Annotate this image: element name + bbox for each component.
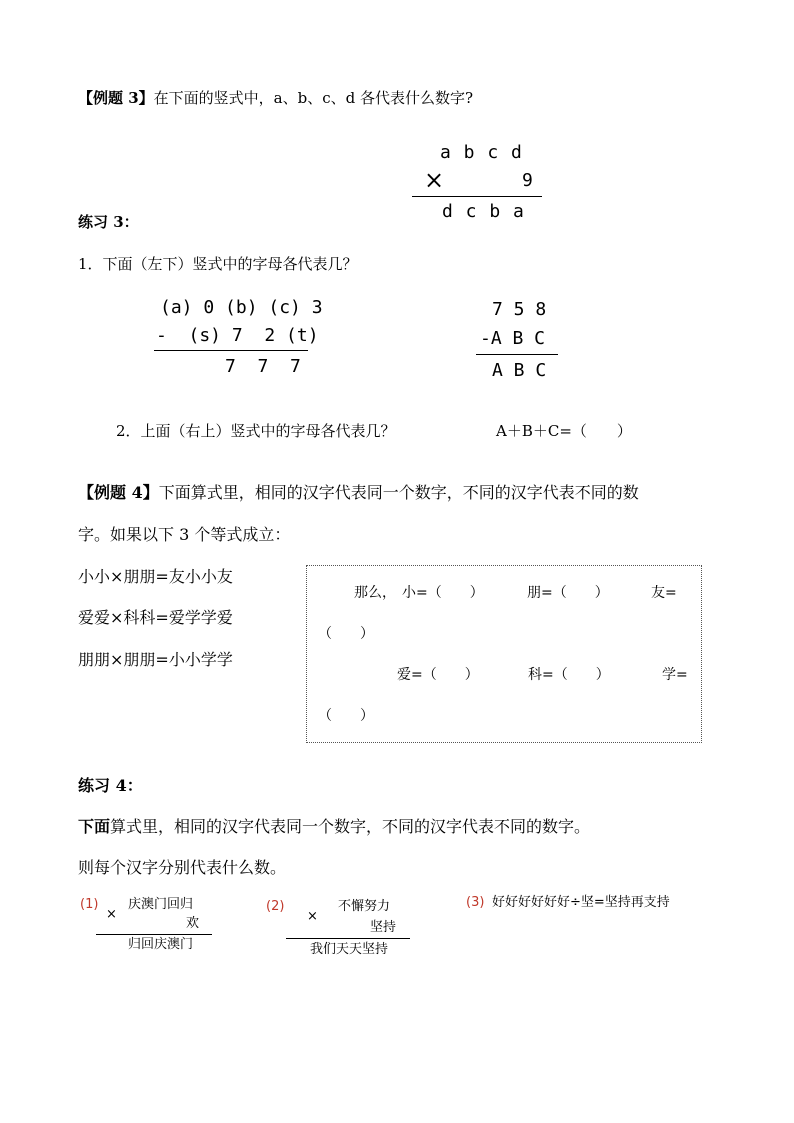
practice3-left-row2: - (s) 7 2 (t) (156, 325, 319, 346)
p1-times-sign: × (106, 907, 117, 922)
example3-row1: a b c d (440, 142, 523, 163)
practice3-right-rule (476, 354, 558, 355)
practice3-q2-sum: A＋B＋C=（ ） (496, 422, 632, 440)
practice3-heading: 练习 3： (78, 213, 139, 231)
p1-top: 庆澳门回归 (128, 897, 194, 912)
practice3-right-row1: 7 5 8 (492, 299, 547, 320)
example3-line (78, 88, 473, 108)
p2-mid: 坚持 (370, 920, 397, 935)
example4-equation-1: 小小×朋朋=友小小友 (78, 567, 233, 586)
box-you-paren: （ ） (318, 626, 374, 642)
practice3-right-result: A B C (492, 360, 547, 381)
box-xue: 学= (662, 667, 688, 683)
p2-top: 不懈努力 (338, 899, 391, 914)
practice3-left-rule (154, 350, 308, 351)
example4-intro: 下面算式里，相同的汉字代表同一个数字，不同的汉字代表不同的数 (158, 483, 639, 502)
example4-line2: 字。如果以下 3 个等式成立： (78, 525, 291, 544)
p1-number: (1) (80, 897, 99, 912)
example4-equation-2: 爱爱×科科=爱学学爱 (78, 608, 233, 627)
example3-times-sign: × (424, 166, 445, 194)
box-xiao: 小=（ ） (402, 585, 484, 601)
box-peng: 朋=（ ） (527, 585, 609, 601)
example3-rule (412, 196, 542, 197)
practice3-left-result: 7 7 7 (225, 356, 301, 377)
box-ke: 科=（ ） (528, 667, 610, 683)
box-xue-paren: （ ） (318, 708, 374, 724)
practice4-line1-bold: 下面 (78, 817, 111, 836)
example3-row2: 9 (522, 170, 533, 191)
practice4-line1-rest: 算式里，相同的汉字代表同一个数字，不同的汉字代表不同的数字。 (110, 817, 591, 836)
p3-text: 好好好好好好÷坚=坚持再支持 (492, 895, 670, 910)
practice4-line2: 则每个汉字分别代表什么数。 (78, 858, 287, 877)
practice3-left-row1: (a) 0 (b) (c) 3 (160, 297, 323, 318)
p1-result: 归回庆澳门 (128, 937, 194, 952)
p2-times-sign: × (307, 909, 318, 924)
practice3-right-row2: -A B C (480, 328, 546, 349)
box-then: 那么， (354, 585, 396, 601)
example3-heading: 【例题 3】 (78, 89, 154, 107)
p3-number: (3) (466, 895, 485, 910)
box-ai: 爱=（ ） (397, 667, 479, 683)
example4-equation-3: 朋朋×朋朋=小小学学 (78, 650, 233, 669)
practice3-q2: 2．上面（右上）竖式中的字母各代表几？ (116, 422, 396, 440)
example4-heading: 【例题 4】 (78, 483, 159, 502)
box-you: 友= (651, 585, 677, 601)
p2-result: 我们天天坚持 (310, 942, 389, 957)
p1-mid: 欢 (186, 916, 200, 931)
example3-result: d c b a (442, 201, 525, 222)
practice4-line1 (78, 816, 590, 838)
practice4-heading: 练习 4： (78, 776, 143, 795)
example3-question: 在下面的竖式中，a、b、c、d 各代表什么数字? (153, 89, 474, 107)
p2-number: (2) (266, 899, 285, 914)
p2-rule (286, 938, 410, 939)
p1-rule (96, 934, 212, 935)
practice3-q1: 1．下面（左下）竖式中的字母各代表几？ (78, 255, 358, 273)
example4-line1 (78, 482, 639, 504)
